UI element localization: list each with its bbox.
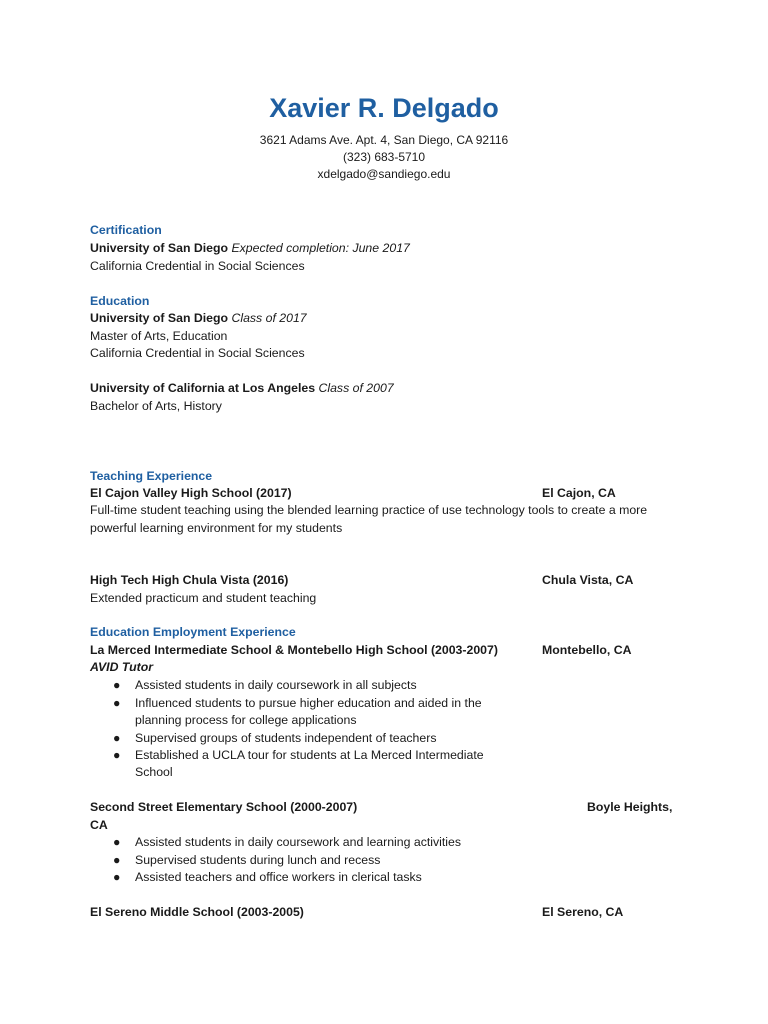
- employment-2-location-b: CA: [90, 818, 108, 832]
- education-2-line: [90, 381, 394, 395]
- phone: (323) 683-5710: [342, 150, 426, 164]
- employment-1-bullet-4b: School: [135, 765, 173, 779]
- teaching-1-title: El Cajon Valley High School (2017): [90, 486, 292, 500]
- education-heading: Education: [90, 294, 150, 308]
- employment-1-bullet-2b: planning process for college applications: [135, 713, 357, 727]
- bullet-dot: ●: [113, 731, 121, 745]
- education-1-credential: California Credential in Social Sciences: [90, 346, 305, 360]
- bullet-dot: ●: [113, 696, 121, 710]
- certification-credential: California Credential in Social Sciences: [90, 259, 305, 273]
- teaching-1-desc-2: powerful learning environment for my students: [90, 521, 343, 535]
- education-1-degree: Master of Arts, Education: [90, 329, 228, 343]
- employment-2-location-a: Boyle Heights,: [587, 800, 673, 814]
- employment-2-bullet-2: Supervised students during lunch and recess: [135, 853, 381, 867]
- certification-school-line: [90, 241, 410, 255]
- teaching-1-desc-1: Full-time student teaching using the blended learning practice of use technology tools to create a more: [90, 503, 648, 517]
- candidate-name: Xavier R. Delgado: [269, 93, 499, 123]
- employment-1-role: AVID Tutor: [90, 660, 154, 674]
- teaching-2-desc-1: Extended practicum and student teaching: [90, 591, 317, 605]
- email: xdelgado@sandiego.edu: [317, 167, 451, 181]
- certification-school: University of San Diego: [90, 241, 229, 255]
- employment-heading: Education Employment Experience: [90, 625, 296, 639]
- bullet-dot: ●: [113, 853, 121, 867]
- employment-2-title: Second Street Elementary School (2000-2007): [90, 800, 358, 814]
- certification-heading: Certification: [90, 223, 162, 237]
- bullet-dot: ●: [113, 870, 121, 884]
- education-2-degree: Bachelor of Arts, History: [90, 399, 222, 413]
- certification-note: Expected completion: June 2017: [231, 241, 410, 255]
- employment-3-title: El Sereno Middle School (2003-2005): [90, 905, 304, 919]
- education-1-note: Class of 2017: [231, 311, 307, 325]
- education-1-line: [90, 311, 307, 325]
- bullet-dot: ●: [113, 748, 121, 762]
- address: 3621 Adams Ave. Apt. 4, San Diego, CA 92116: [259, 133, 509, 147]
- teaching-2-title: High Tech High Chula Vista (2016): [90, 573, 289, 587]
- bullet-dot: ●: [113, 678, 121, 692]
- employment-1-bullet-4a: Established a UCLA tour for students at La Merced Intermediate: [135, 748, 484, 762]
- bullet-dot: ●: [113, 835, 121, 849]
- teaching-2-location: Chula Vista, CA: [542, 573, 634, 587]
- teaching-1-location: El Cajon, CA: [542, 486, 616, 500]
- employment-1-title: La Merced Intermediate School & Montebello High School (2003-2007): [90, 643, 498, 657]
- employment-2-bullet-1: Assisted students in daily coursework and learning activities: [135, 835, 462, 849]
- employment-1-bullet-3: Supervised groups of students independent of teachers: [135, 731, 437, 745]
- teaching-heading: Teaching Experience: [90, 469, 213, 483]
- employment-1-bullet-1: Assisted students in daily coursework in all subjects: [135, 678, 417, 692]
- education-2-note: Class of 2007: [318, 381, 394, 395]
- employment-1-location: Montebello, CA: [542, 643, 632, 657]
- employment-2-bullet-3: Assisted teachers and office workers in clerical tasks: [135, 870, 422, 884]
- education-2-school: University of California at Los Angeles: [90, 381, 316, 395]
- employment-1-bullet-2a: Influenced students to pursue higher education and aided in the: [135, 696, 482, 710]
- education-1-school: University of San Diego: [90, 311, 229, 325]
- employment-3-location: El Sereno, CA: [542, 905, 624, 919]
